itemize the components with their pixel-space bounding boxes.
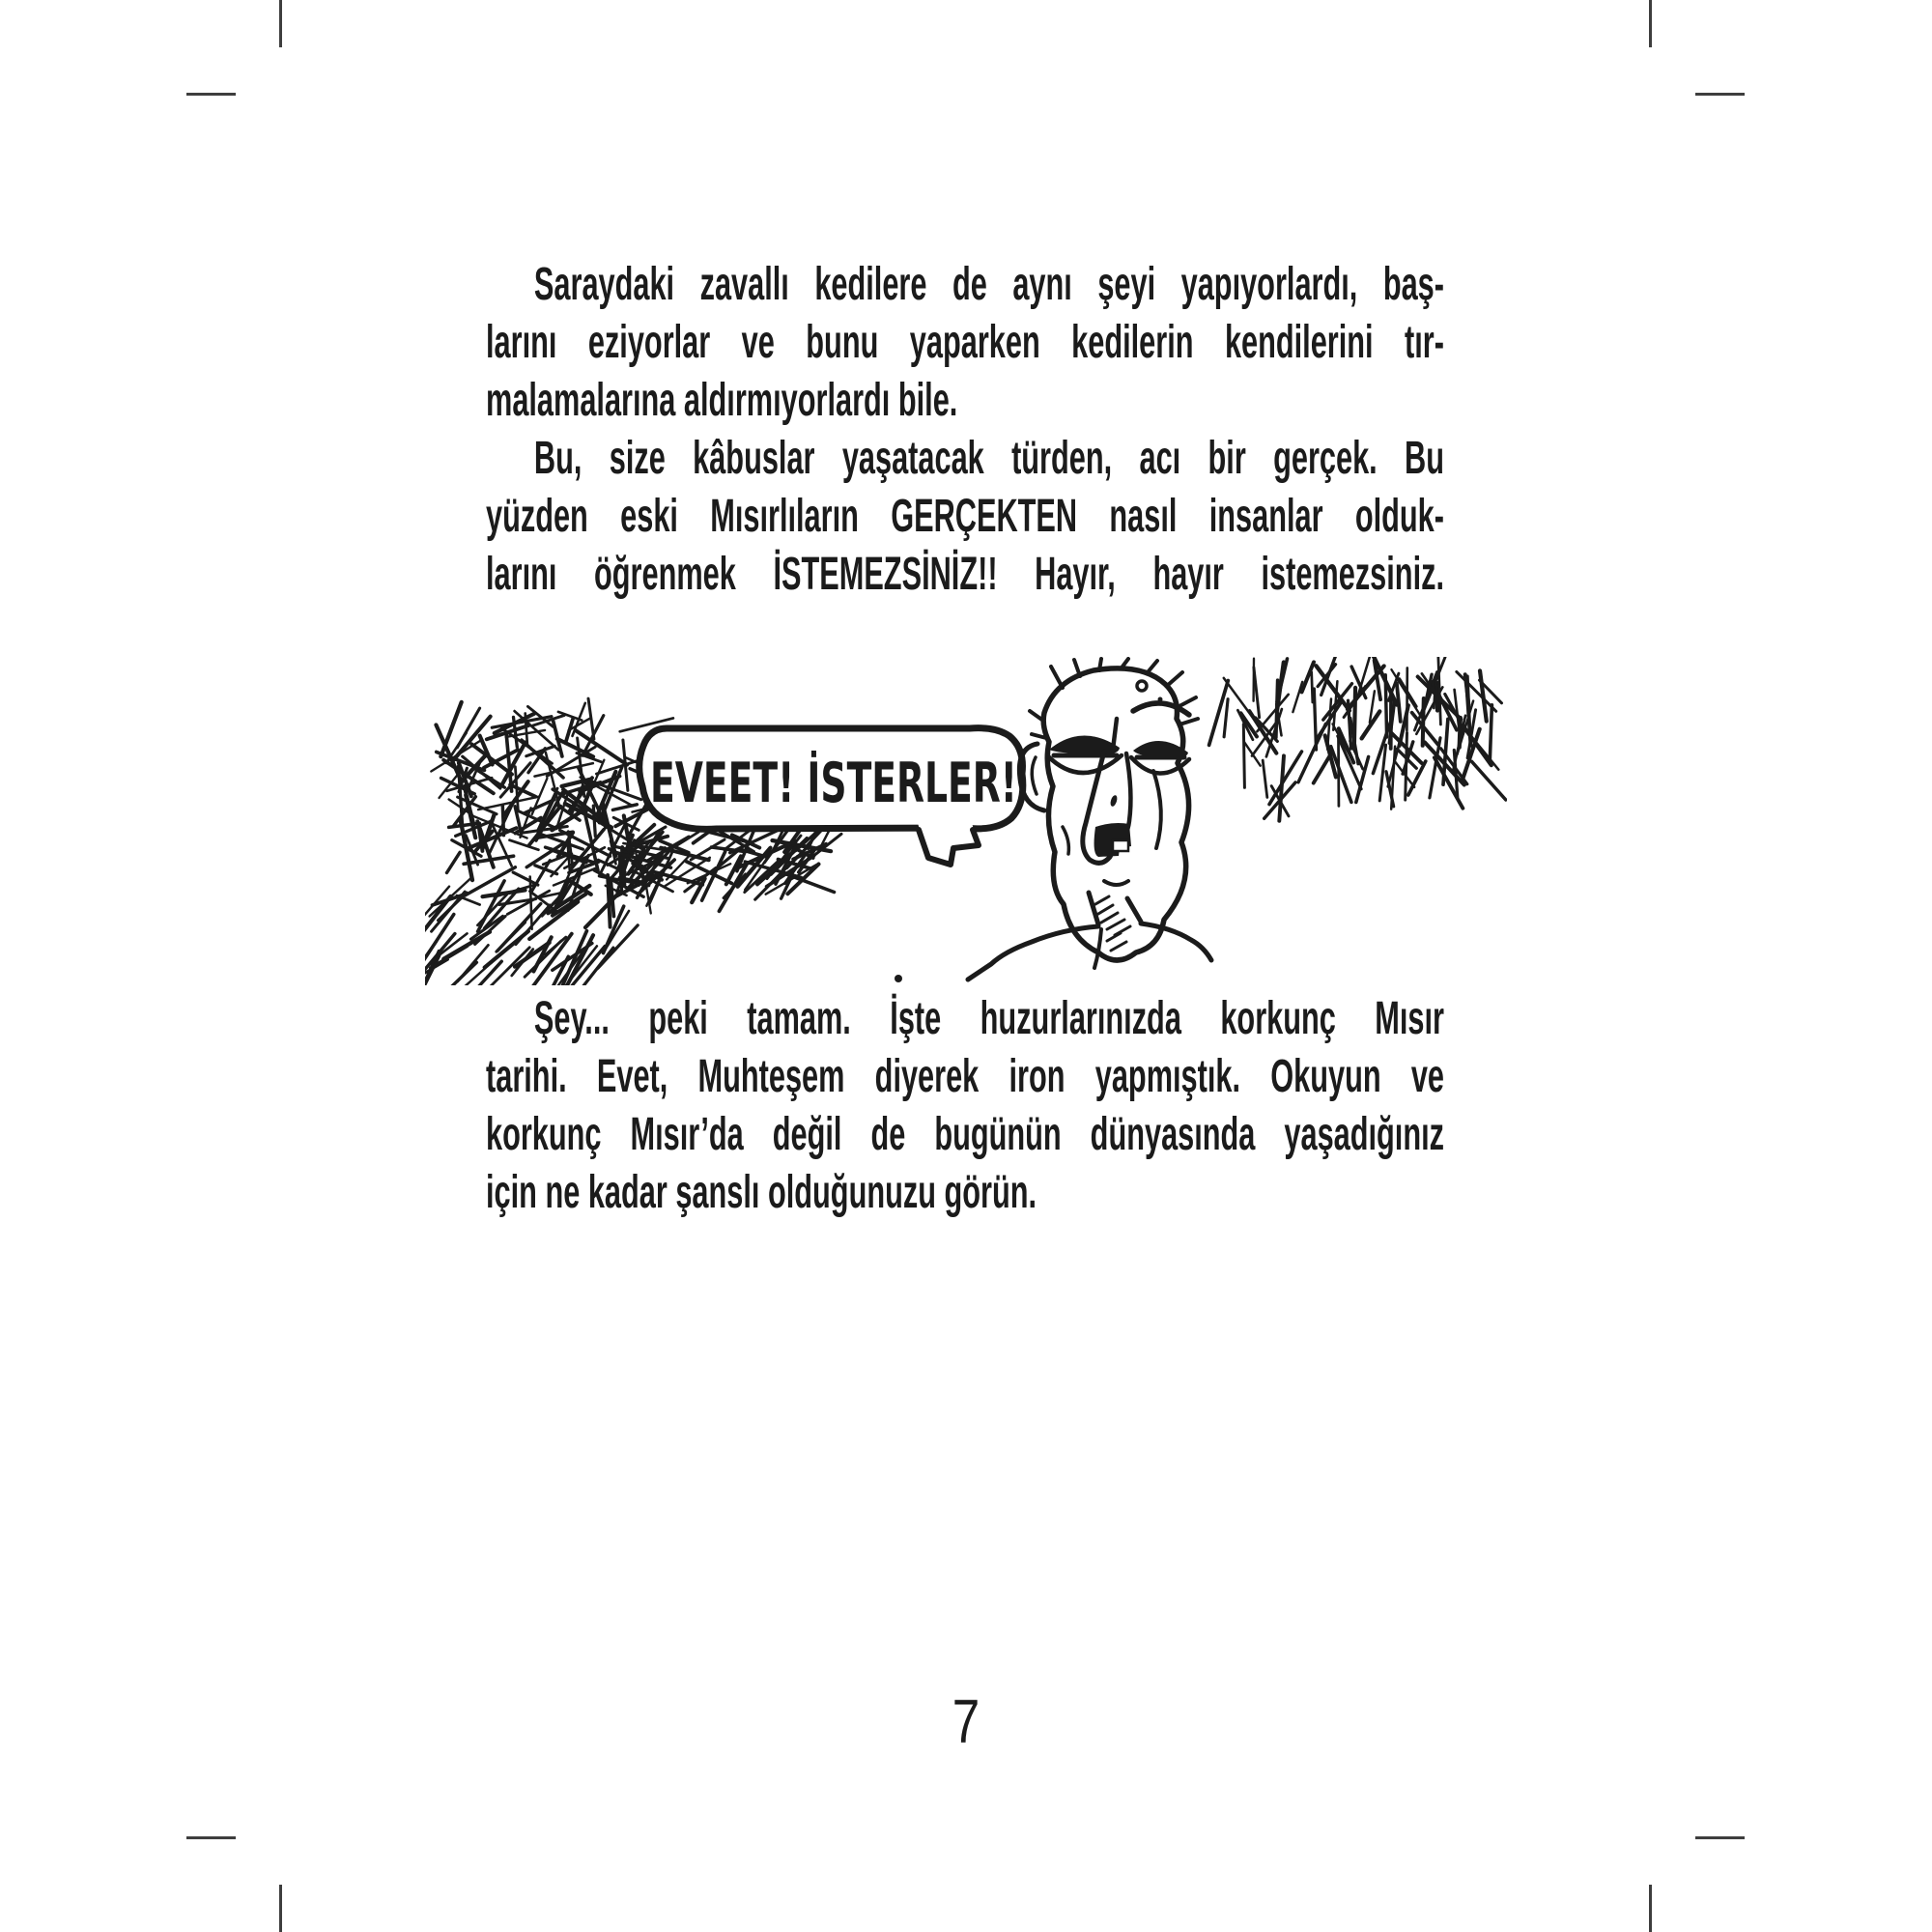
crop-mark-left-top-horizontal <box>186 93 236 96</box>
crop-mark-bottom-left-vertical <box>279 1885 282 1932</box>
chin-crease <box>1104 881 1128 885</box>
collar-hatch <box>1107 933 1126 951</box>
speech-bubble <box>639 728 1206 865</box>
shoulders <box>968 923 1211 980</box>
speech-bubble-text: EVEET! İSTERLER! <box>650 752 1206 815</box>
text-line: larını eziyorlar ve bunu yaparken kedilerin kendilerini tır- <box>486 317 1444 368</box>
forehead-circle <box>1137 681 1147 691</box>
text-line: için ne kadar şanslı olduğunuzu görün. <box>486 1167 1037 1218</box>
cheek-fold <box>1153 771 1161 848</box>
mouth <box>1094 823 1131 857</box>
body-text-upper <box>486 256 1444 604</box>
text-line: Bu, size kâbuslar yaşatacak türden, acı bir gerçek. Bu <box>533 433 1444 484</box>
body-text-lower <box>486 990 1444 1222</box>
cartoon-illustration <box>425 657 1507 985</box>
crop-mark-top-right-vertical <box>1649 0 1652 47</box>
scribble-hatch-right <box>1209 657 1506 821</box>
tooth <box>1113 840 1128 851</box>
text-line: malamalarına aldırmıyorlardı bile. <box>486 375 958 426</box>
crop-mark-top-left-vertical <box>279 0 282 47</box>
text-line: larını öğrenmek İSTEMEZSİNİZ!! Hayır, hayır istemezsiniz. <box>486 549 1444 600</box>
text-line: korkunç Mısır’da değil de bugünün dünyasında yaşadığınız <box>486 1109 1444 1160</box>
ear-inner <box>1032 757 1037 794</box>
crop-mark-right-bottom-horizontal <box>1695 1836 1745 1839</box>
crop-mark-right-top-horizontal <box>1695 93 1745 96</box>
crop-mark-left-bottom-horizontal <box>186 1836 236 1839</box>
page-number: 7 <box>952 1687 980 1756</box>
text-line: yüzden eski Mısırlıların GERÇEKTEN nasıl insanlar olduk- <box>486 491 1444 542</box>
text-line: Saraydaki zavallı kedilere de aynı şeyi yapıyorlardı, baş- <box>533 259 1444 310</box>
nostril <box>1109 794 1118 807</box>
left-cheek-fold <box>1063 827 1068 854</box>
text-line: tarihi. Evet, Muhteşem diyerek iron yapmıştık. Okuyun ve <box>486 1051 1444 1102</box>
text-line: Şey... peki tamam. İşte huzurlarınızda korkunç Mısır <box>533 993 1444 1044</box>
crop-mark-bottom-right-vertical <box>1649 1885 1652 1932</box>
ink-dot <box>895 975 902 982</box>
face-outline <box>1043 668 1188 960</box>
left-eye <box>1047 735 1122 773</box>
